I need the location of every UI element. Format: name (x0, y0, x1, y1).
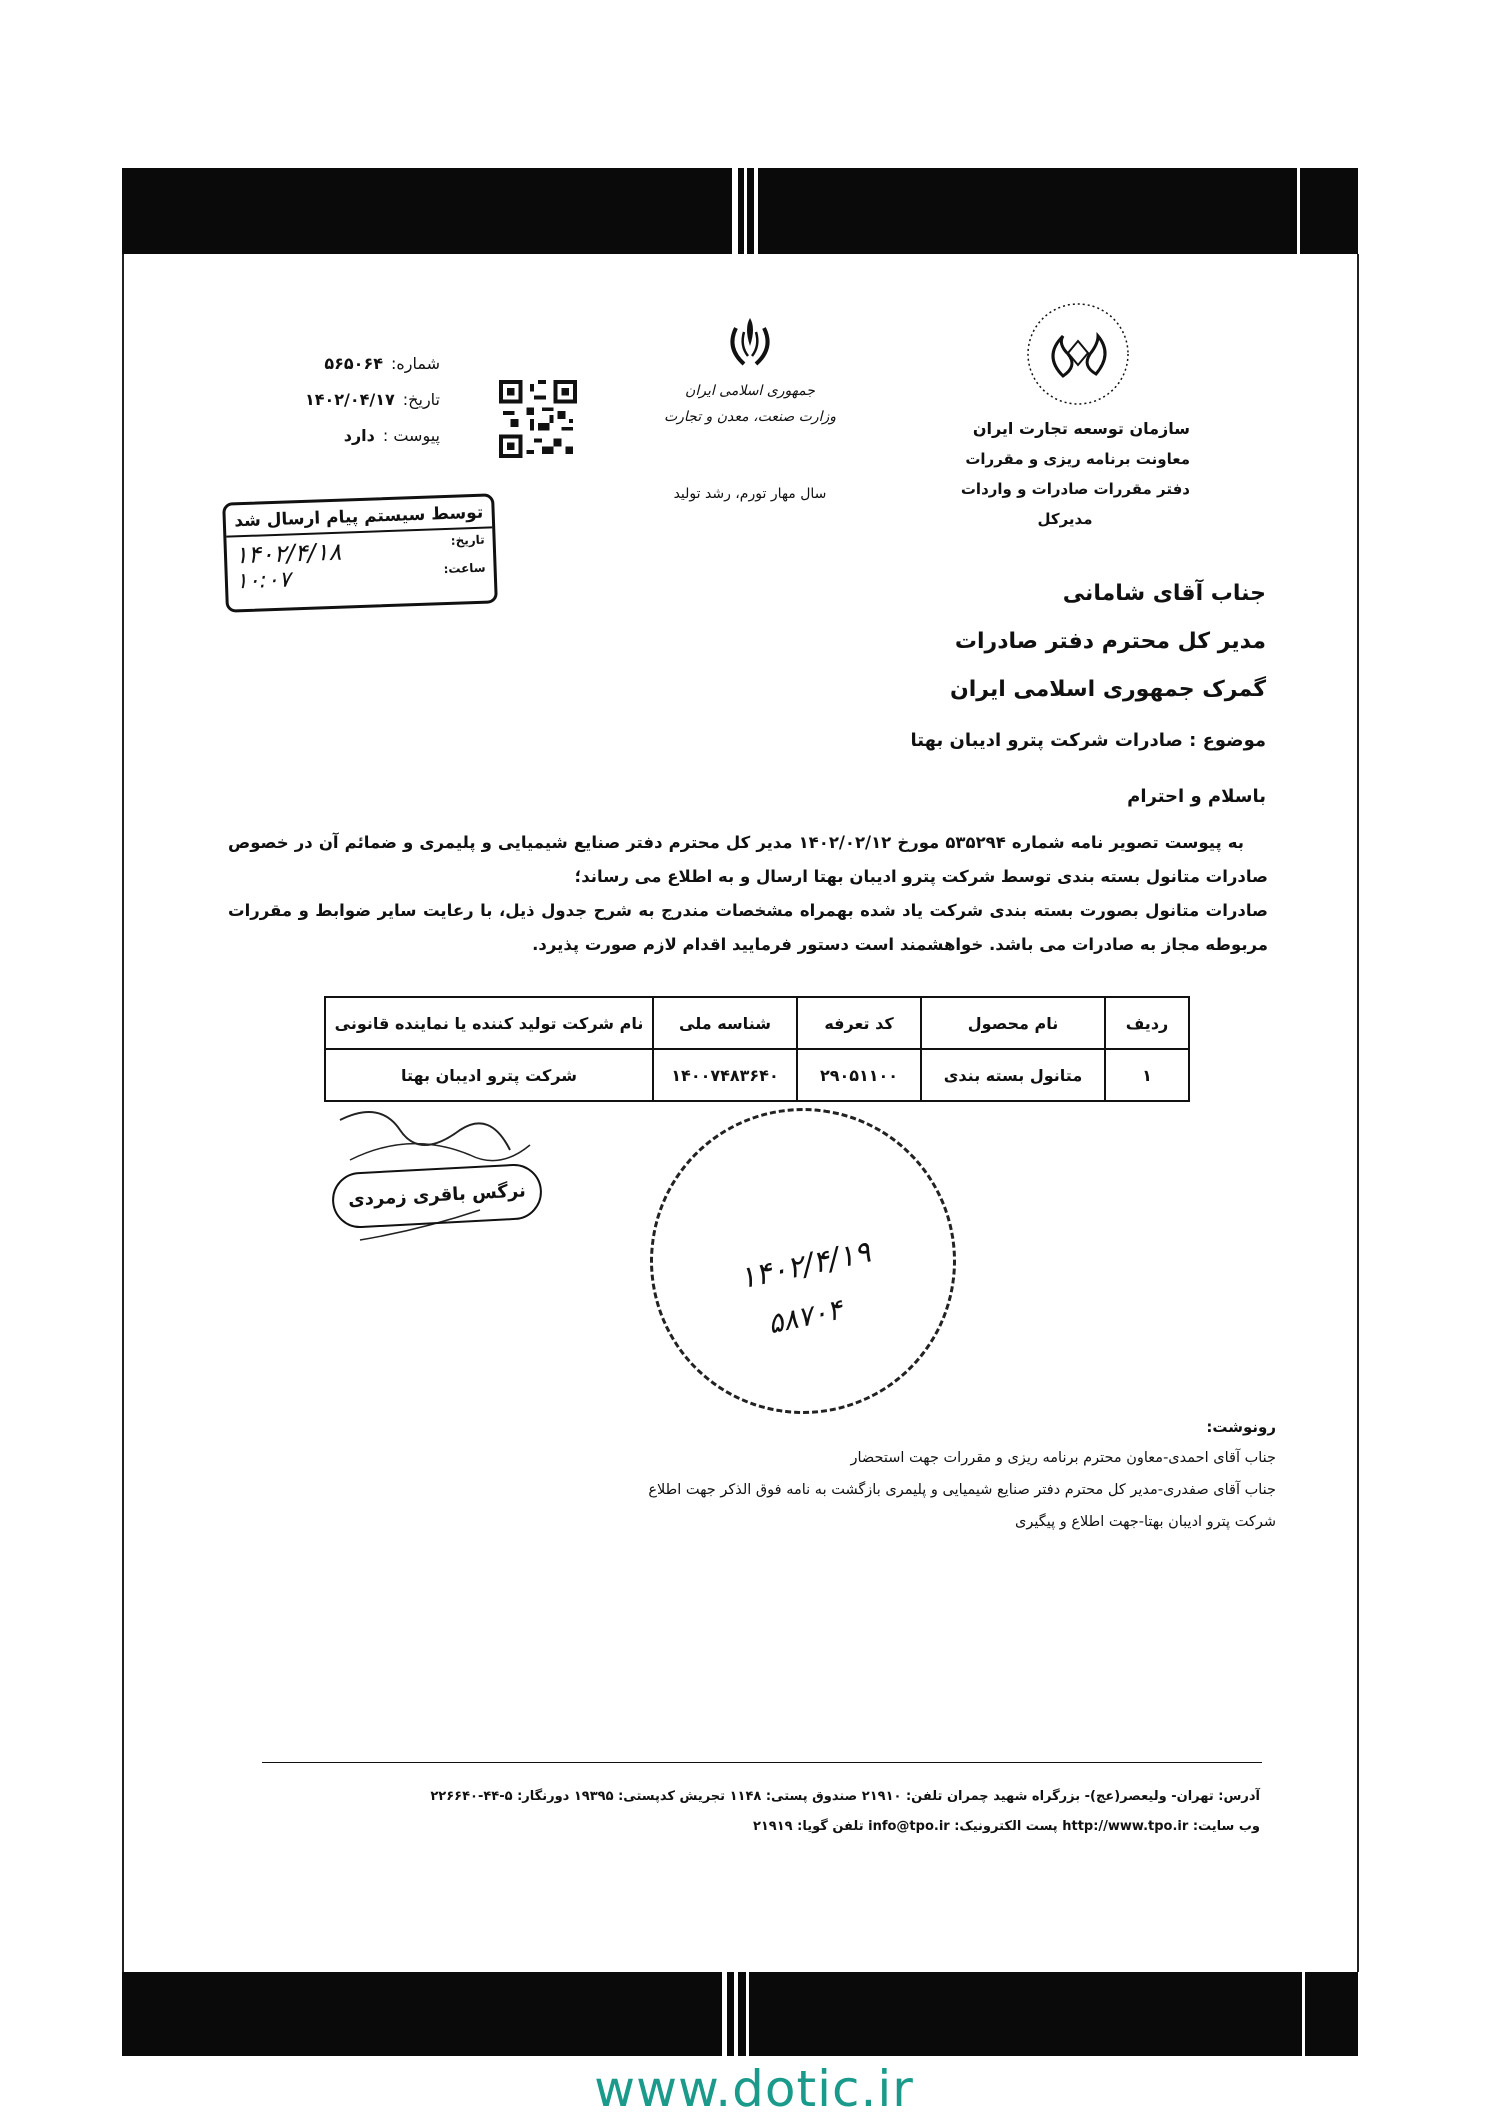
signatory-name: نرگس باقری زمردی (331, 1163, 544, 1230)
page-edge-left (122, 254, 124, 1972)
ministry-name: وزارت صنعت، معدن و تجارت (663, 409, 837, 425)
table-header-row (325, 997, 1189, 1049)
attachment-label: پیوست : (382, 426, 440, 445)
sent-stamp-title: توسط سیستم پیام ارسال شد (225, 502, 492, 537)
attachment-row (240, 418, 440, 454)
org-office: دفتر مقررات صادرات و واردات (960, 480, 1190, 498)
number-label: شماره: (390, 354, 440, 373)
attachment-value: دارد (343, 426, 375, 445)
org-name: سازمان توسعه تجارت ایران (972, 419, 1190, 438)
col-row-number: ردیف (1105, 997, 1189, 1049)
ministry-header (660, 378, 840, 430)
scan-border-bottom (122, 1972, 1358, 2056)
col-national-id: شناسه ملی (653, 997, 797, 1049)
paragraph-1: به پیوست تصویر نامه شماره ۵۳۵۲۹۴ مورخ ۱۴۰۲/۰۲/۱۲ مدیر کل محترم دفتر صنایع شیمیایی و پلیمری و ضمائم آن در خصوص صادرات متانول بسته بندی توسط شرکت پترو ادیبان بهتا ارسال و به اطلاع می رساند؛ (228, 833, 1268, 886)
paragraph-2: صادرات متانول بصورت بسته بندی شرکت یاد شده بهمراه مشخصات مندرج به شرح جدول ذیل، با رعایت سایر ضوابط و مقررات مربوطه مجاز به صادرات می باشد. خواهشمند است دستور فرمایید اقدام لازم صورت پذیرد. (228, 901, 1268, 954)
sent-system-stamp (222, 493, 498, 612)
greeting: باسلام و احترام (1127, 786, 1266, 807)
org-director: مدیرکل (1037, 510, 1093, 528)
qr-code (498, 380, 578, 458)
sent-stamp-date: ۱۴۰۲/۴/۱۸ (234, 537, 342, 570)
cc-title: رونوشت: (1206, 1418, 1276, 1436)
letter-date-row (240, 382, 440, 418)
cell-tariff: ۲۹۰۵۱۱۰۰ (797, 1049, 921, 1101)
footer-address: آدرس: تهران- ولیعصر(عج)- بزرگراه شهید چمران تلفن: ۲۱۹۱۰ صندوق پستی: ۱۱۴۸ تجریش کدپستی: ۱۹۳۹۵ دورنگار: ۵-۴۴-۲۲۶۶۴۰ (430, 1789, 1260, 1804)
sent-stamp-time-label: ساعت: (443, 560, 486, 577)
addressee-org: گمرک جمهوری اسلامی ایران (949, 677, 1266, 702)
body-text (228, 826, 1268, 962)
cell-product: متانول بسته بندی (921, 1049, 1105, 1101)
product-table (324, 996, 1190, 1102)
addressee-block (780, 570, 1266, 714)
col-product: نام محصول (921, 997, 1105, 1049)
letter-number-row (240, 346, 440, 382)
received-stamp-number: ۵۸۷۰۴ (764, 1292, 846, 1341)
iran-emblem (720, 312, 780, 372)
cc-line-1: جناب آقای احمدی-معاون محترم برنامه ریزی و مقررات جهت استحضار (850, 1450, 1276, 1466)
date-label: تاریخ: (402, 390, 440, 409)
sent-stamp-time: ۱۰:۰۷ (235, 567, 292, 595)
sent-stamp-date-label: تاریخ: (450, 532, 485, 548)
footer (260, 1782, 1260, 1842)
addressee-title: مدیر کل محترم دفتر صادرات (954, 629, 1266, 654)
cell-row-number: ۱ (1105, 1049, 1189, 1101)
watermark: www.dotic.ir (594, 2060, 914, 2118)
cc-line-2: جناب آقای صفدری-مدیر کل محترم دفتر صنایع شیمیایی و پلیمری بازگشت به نامه فوق الذکر جهت اطلاع (648, 1482, 1276, 1498)
cc-line-3: شرکت پترو ادیبان بهتا-جهت اطلاع و پیگیری (1015, 1514, 1276, 1530)
cell-national-id: ۱۴۰۰۷۴۸۳۶۴۰ (653, 1049, 797, 1101)
footer-contact: وب سایت: http://www.tpo.ir پست الکترونیک: info@tpo.ir تلفن گویا: ۲۱۹۱۹ (752, 1819, 1260, 1834)
year-motto: سال مهار تورم، رشد تولید (673, 486, 827, 502)
org-header (940, 414, 1190, 534)
col-company: نام شرکت تولید کننده یا نماینده قانونی (325, 997, 653, 1049)
addressee-name: جناب آقای شامانی (1062, 581, 1266, 606)
org-deputy: معاونت برنامه ریزی و مقررات (965, 450, 1190, 468)
letter-number: ۵۶۵۰۶۴ (324, 354, 383, 373)
subject: موضوع : صادرات شرکت پترو ادیبان بهتا (910, 730, 1266, 751)
footer-divider (262, 1762, 1262, 1763)
received-stamp-date: ۱۴۰۲/۴/۱۹ (736, 1234, 874, 1297)
col-tariff: کد تعرفه (797, 997, 921, 1049)
cell-company: شرکت پترو ادیبان بهتا (325, 1049, 653, 1101)
ministry-country: جمهوری اسلامی ایران (685, 383, 815, 399)
cc-block (430, 1418, 1276, 1538)
letter-date: ۱۴۰۲/۰۴/۱۷ (304, 390, 395, 409)
letter-meta (240, 346, 440, 454)
page-edge-right (1357, 254, 1359, 1972)
tpo-logo (1008, 296, 1148, 416)
scan-border-top (122, 168, 1358, 254)
